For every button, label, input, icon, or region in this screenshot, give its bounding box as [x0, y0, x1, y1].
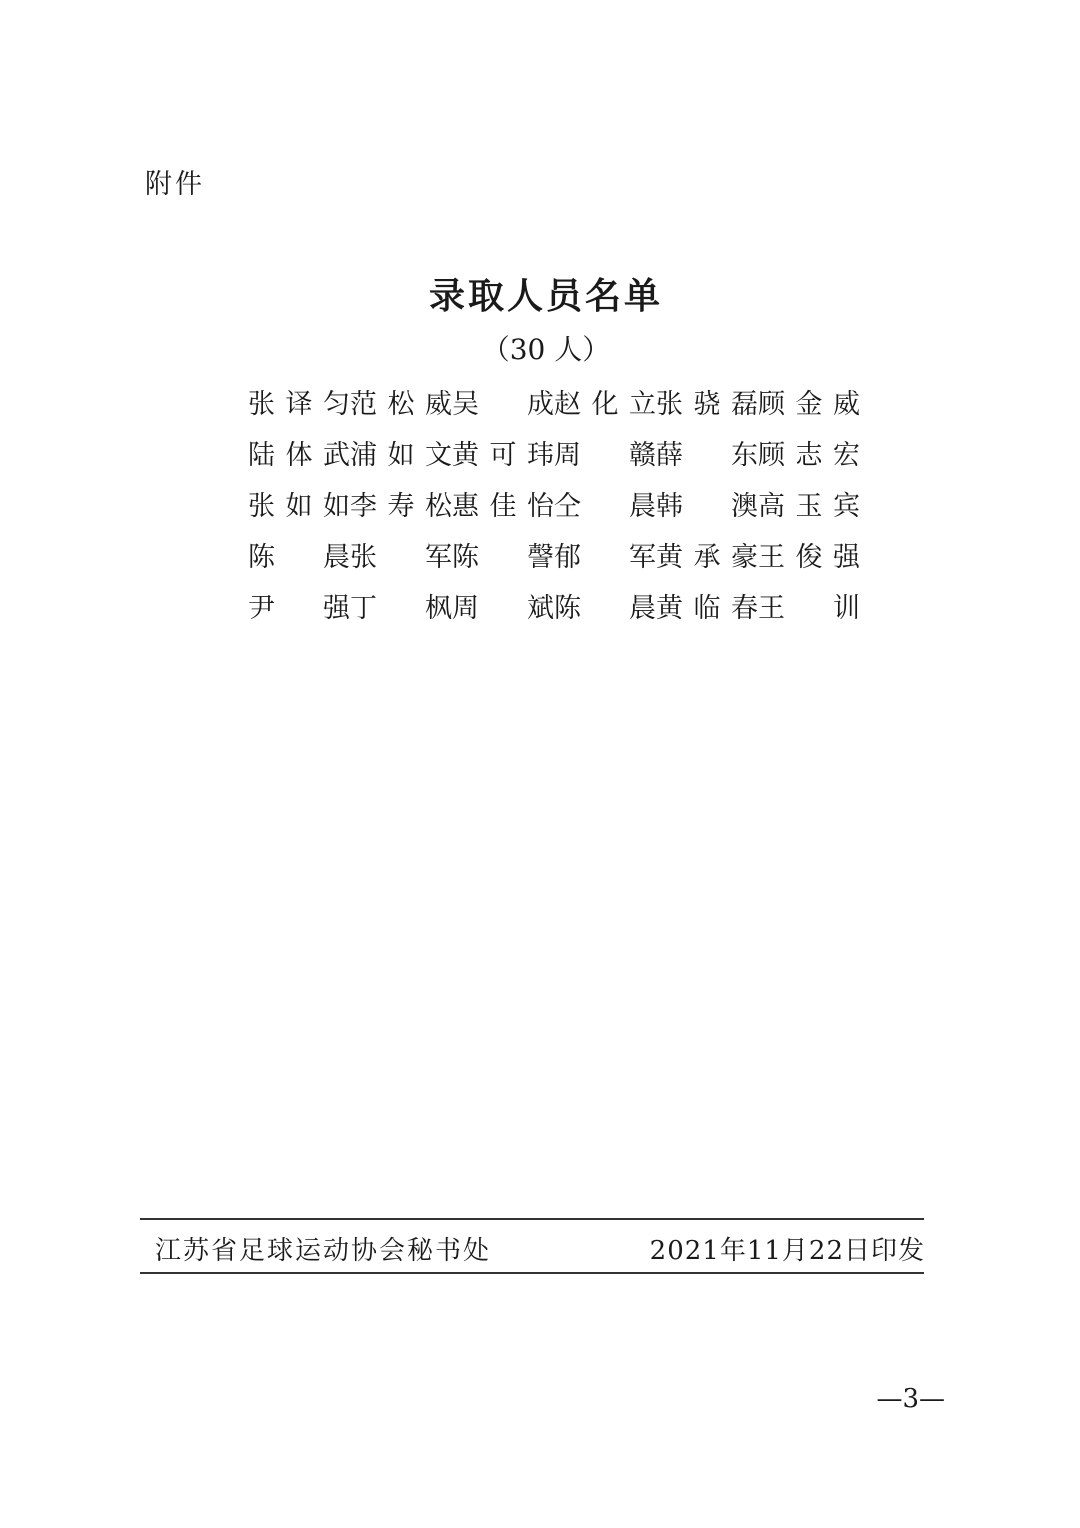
name-row [248, 529, 860, 580]
person-name: 顾 志 宏 [758, 440, 860, 471]
person-name: 高 玉 宾 [758, 491, 860, 522]
person-name: 张 译 匀 [248, 389, 350, 420]
page-number: —3— [876, 1384, 945, 1414]
person-name: 范 松 威 [350, 389, 452, 420]
name-row [248, 376, 860, 427]
person-name: 薛 东 [656, 440, 758, 471]
document-title: 录取人员名单 [428, 276, 663, 317]
person-name: 周 赣 [554, 440, 656, 471]
person-name: 尹 强 [248, 593, 350, 624]
name-row [248, 580, 860, 631]
person-name: 李 寿 松 [350, 491, 452, 522]
person-name: 顾 金 威 [758, 389, 860, 420]
person-name: 浦 如 文 [350, 440, 452, 471]
name-row [248, 478, 860, 529]
person-name: 王 俊 强 [758, 542, 860, 573]
person-name: 陆 体 武 [248, 440, 350, 471]
person-name: 张 如 如 [248, 491, 350, 522]
person-name: 韩 澳 [656, 491, 758, 522]
name-list [248, 376, 860, 631]
footer-bottom-rule [140, 1272, 924, 1274]
person-name: 周 斌 [452, 593, 554, 624]
person-name: 陈 晨 [248, 542, 350, 573]
person-name: 黄 承 豪 [656, 542, 758, 573]
person-name: 赵 化 立 [554, 389, 656, 420]
person-name: 丁 枫 [350, 593, 452, 624]
name-row [248, 427, 860, 478]
person-name: 王 训 [758, 593, 860, 624]
person-name: 黄 可 玮 [452, 440, 554, 471]
person-name: 惠 佳 怡 [452, 491, 554, 522]
footer-top-rule [140, 1218, 924, 1220]
issue-date: 2021年11月22日印发 [649, 1236, 925, 1266]
person-name: 仝 晨 [554, 491, 656, 522]
person-count: （30 人） [481, 333, 611, 366]
person-name: 陈 謦 [452, 542, 554, 573]
person-name: 张 军 [350, 542, 452, 573]
person-name: 张 骁 磊 [656, 389, 758, 420]
person-name: 黄 临 春 [656, 593, 758, 624]
person-name: 郁 军 [554, 542, 656, 573]
person-name: 陈 晨 [554, 593, 656, 624]
attachment-label: 附件 [145, 169, 205, 200]
issuing-organization: 江苏省足球运动协会秘书处 [155, 1236, 492, 1266]
person-name: 吴 成 [452, 389, 554, 420]
